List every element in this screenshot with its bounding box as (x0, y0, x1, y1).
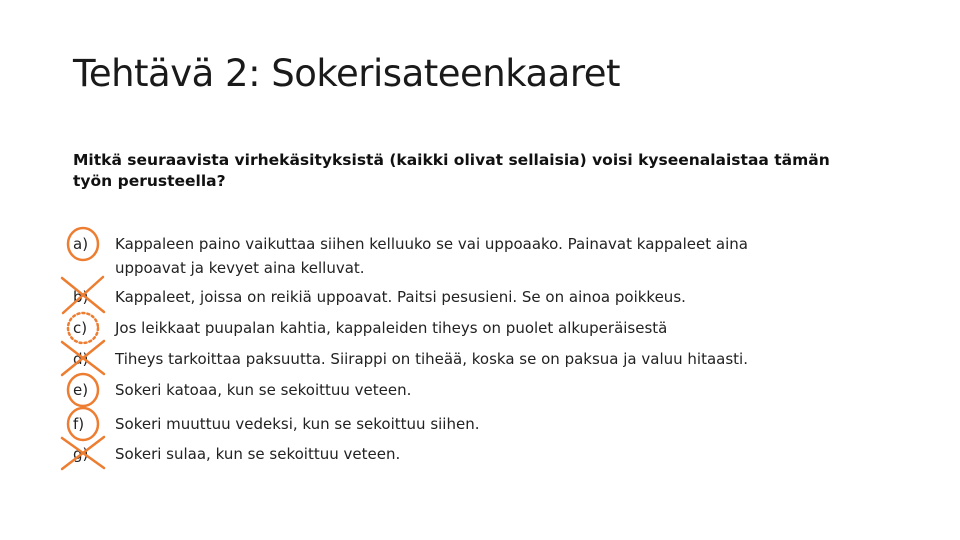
option-text: Kappaleet, joissa on reikiä uppoavat. Paitsi pesusieni. Se on ainoa poikkeus. (115, 288, 686, 306)
question-text: Mitkä seuraavista virhekäsityksistä (kaikki olivat sellaisia) voisi kyseenalaistaa tämän työn perusteella? (73, 151, 830, 190)
option-text: Sokeri sulaa, kun se sekoittuu veteen. (115, 445, 401, 463)
option-letter: b) (73, 288, 89, 306)
option-text: Tiheys tarkoittaa paksuutta. Siirappi on tiheää, koska se on paksua ja valuu hitaasti. (115, 350, 748, 368)
option-letter: a) (73, 235, 89, 253)
option-text: Sokeri katoaa, kun se sekoittuu veteen. (115, 381, 412, 399)
option-text: Sokeri muuttuu vedeksi, kun se sekoittuu siihen. (115, 415, 480, 433)
slide-title: Tehtävä 2: Sokerisateenkaaret (73, 52, 621, 95)
option-letter: c) (73, 319, 88, 337)
option-letter: f) (73, 415, 85, 433)
option-letter: g) (73, 445, 89, 463)
option-letter: d) (73, 350, 89, 368)
option-text: Jos leikkaat puupalan kahtia, kappaleiden tiheys on puolet alkuperäisestä (115, 319, 668, 337)
option-text: Kappaleen paino vaikuttaa siihen kelluuko se vai uppoaako. Painavat kappaleet aina uppoavat ja kevyet aina kelluvat. (115, 235, 748, 277)
option-letter: e) (73, 381, 89, 399)
